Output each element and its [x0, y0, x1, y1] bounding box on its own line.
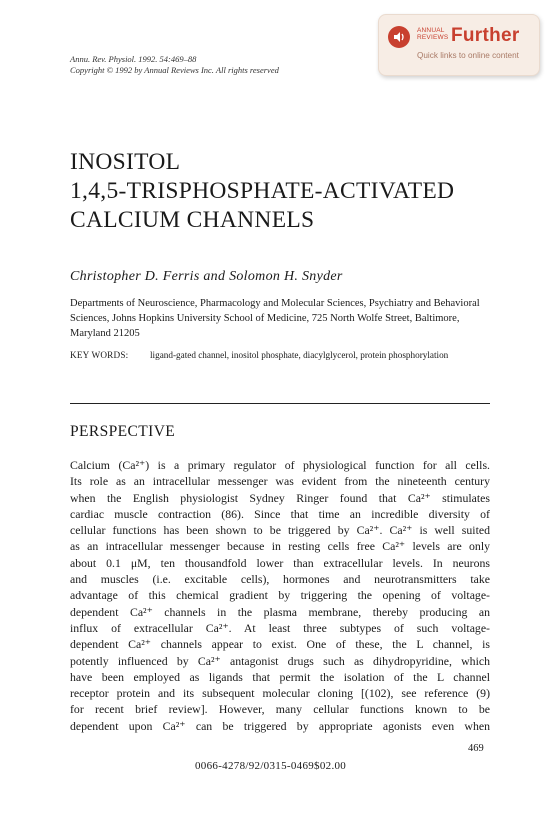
text-line: and muscles (i.e. excitable cells), hormones and neurotransmitters take	[70, 572, 490, 587]
citation-line-1: Annu. Rev. Physiol. 1992. 54:469–88	[70, 54, 197, 64]
text-line: potently influenced by Ca²⁺ antagonist drugs such as dihydropyridine, which	[70, 653, 490, 668]
text-line: have been employed as ligands that permit the isolation of the L channel	[70, 669, 490, 684]
badge-tagline: Quick links to online content	[417, 51, 519, 60]
text-line: cardiac muscle contraction (86). Since that time an incredible diversity of	[70, 506, 490, 521]
further-links-badge[interactable]	[378, 14, 540, 76]
citation-line-2: Copyright © 1992 by Annual Reviews Inc. All rights reserved	[70, 65, 279, 75]
badge-annual-text: ANNUAL	[417, 27, 445, 34]
title-line: INOSITOL	[70, 149, 181, 175]
article-authors: Christopher D. Ferris and Solomon H. Snyder	[70, 269, 343, 284]
badge-publisher	[417, 27, 448, 41]
text-line: as an intracellular messenger because in resting cells free Ca²⁺ levels are only	[70, 539, 490, 554]
badge-further-text: Further	[451, 25, 520, 46]
speaker-arrow-icon	[388, 26, 410, 48]
keywords-text: ligand-gated channel, inositol phosphate, diacylglycerol, protein phosphorylation	[150, 350, 449, 360]
text-line: dependent upon Ca²⁺ can be triggered by appropriate agonists even when	[70, 718, 490, 733]
keywords-block	[70, 350, 490, 362]
text-line: influx of extracellular Ca²⁺. At least three subtypes of such voltage-	[70, 620, 490, 635]
text-line: for recent brief review]. However, many cellular functions known to be	[70, 702, 490, 717]
section-divider	[70, 403, 490, 404]
text-line: cellular functions has been shown to be triggered by Ca²⁺. Ca²⁺ is well suited	[70, 523, 490, 538]
text-line: dependent Ca²⁺ channels appear to exist. One of these, the L channel, is	[70, 637, 490, 652]
body-paragraph	[70, 457, 490, 734]
title-line: CALCIUM CHANNELS	[70, 207, 315, 233]
journal-citation	[70, 54, 279, 76]
keywords-label: KEY WORDS:	[70, 350, 129, 360]
article-code: 0066-4278/92/0315-0469$02.00	[195, 760, 347, 772]
author-affiliation: Departments of Neuroscience, Pharmacology and Molecular Sciences, Psychiatry and Behavioral Sciences, Johns Hopkins University School of Medicine, 725 North Wolfe Street, Baltimore, Maryland 21205	[70, 298, 480, 339]
badge-reviews-text: REVIEWS	[417, 34, 449, 41]
text-line: Calcium (Ca²⁺) is a primary regulator of physiological function for all cells.	[70, 458, 490, 472]
title-line: 1,4,5-TRISPHOSPHATE-ACTIVATED	[70, 178, 455, 204]
page-number: 469	[468, 743, 484, 754]
section-heading: PERSPECTIVE	[70, 423, 176, 440]
text-line: receptor protein and its subsequent molecular cloning [(102), see reference (9)	[70, 686, 490, 701]
text-line: dependent Ca²⁺ channels in the plasma membrane, thereby producing an	[70, 604, 490, 619]
text-line: advantage of this chemical gradient by triggering the opening of voltage-	[70, 588, 490, 603]
text-line: when the English physiologist Sydney Ringer found that Ca²⁺ stimulates	[70, 490, 490, 505]
text-line: about 0.1 μM, ten thousandfold lower than extracellular levels. In neurons	[70, 555, 490, 570]
article-title	[70, 148, 510, 235]
text-line: Its role as an intracellular messenger was evident from the nineteenth century	[70, 474, 490, 489]
